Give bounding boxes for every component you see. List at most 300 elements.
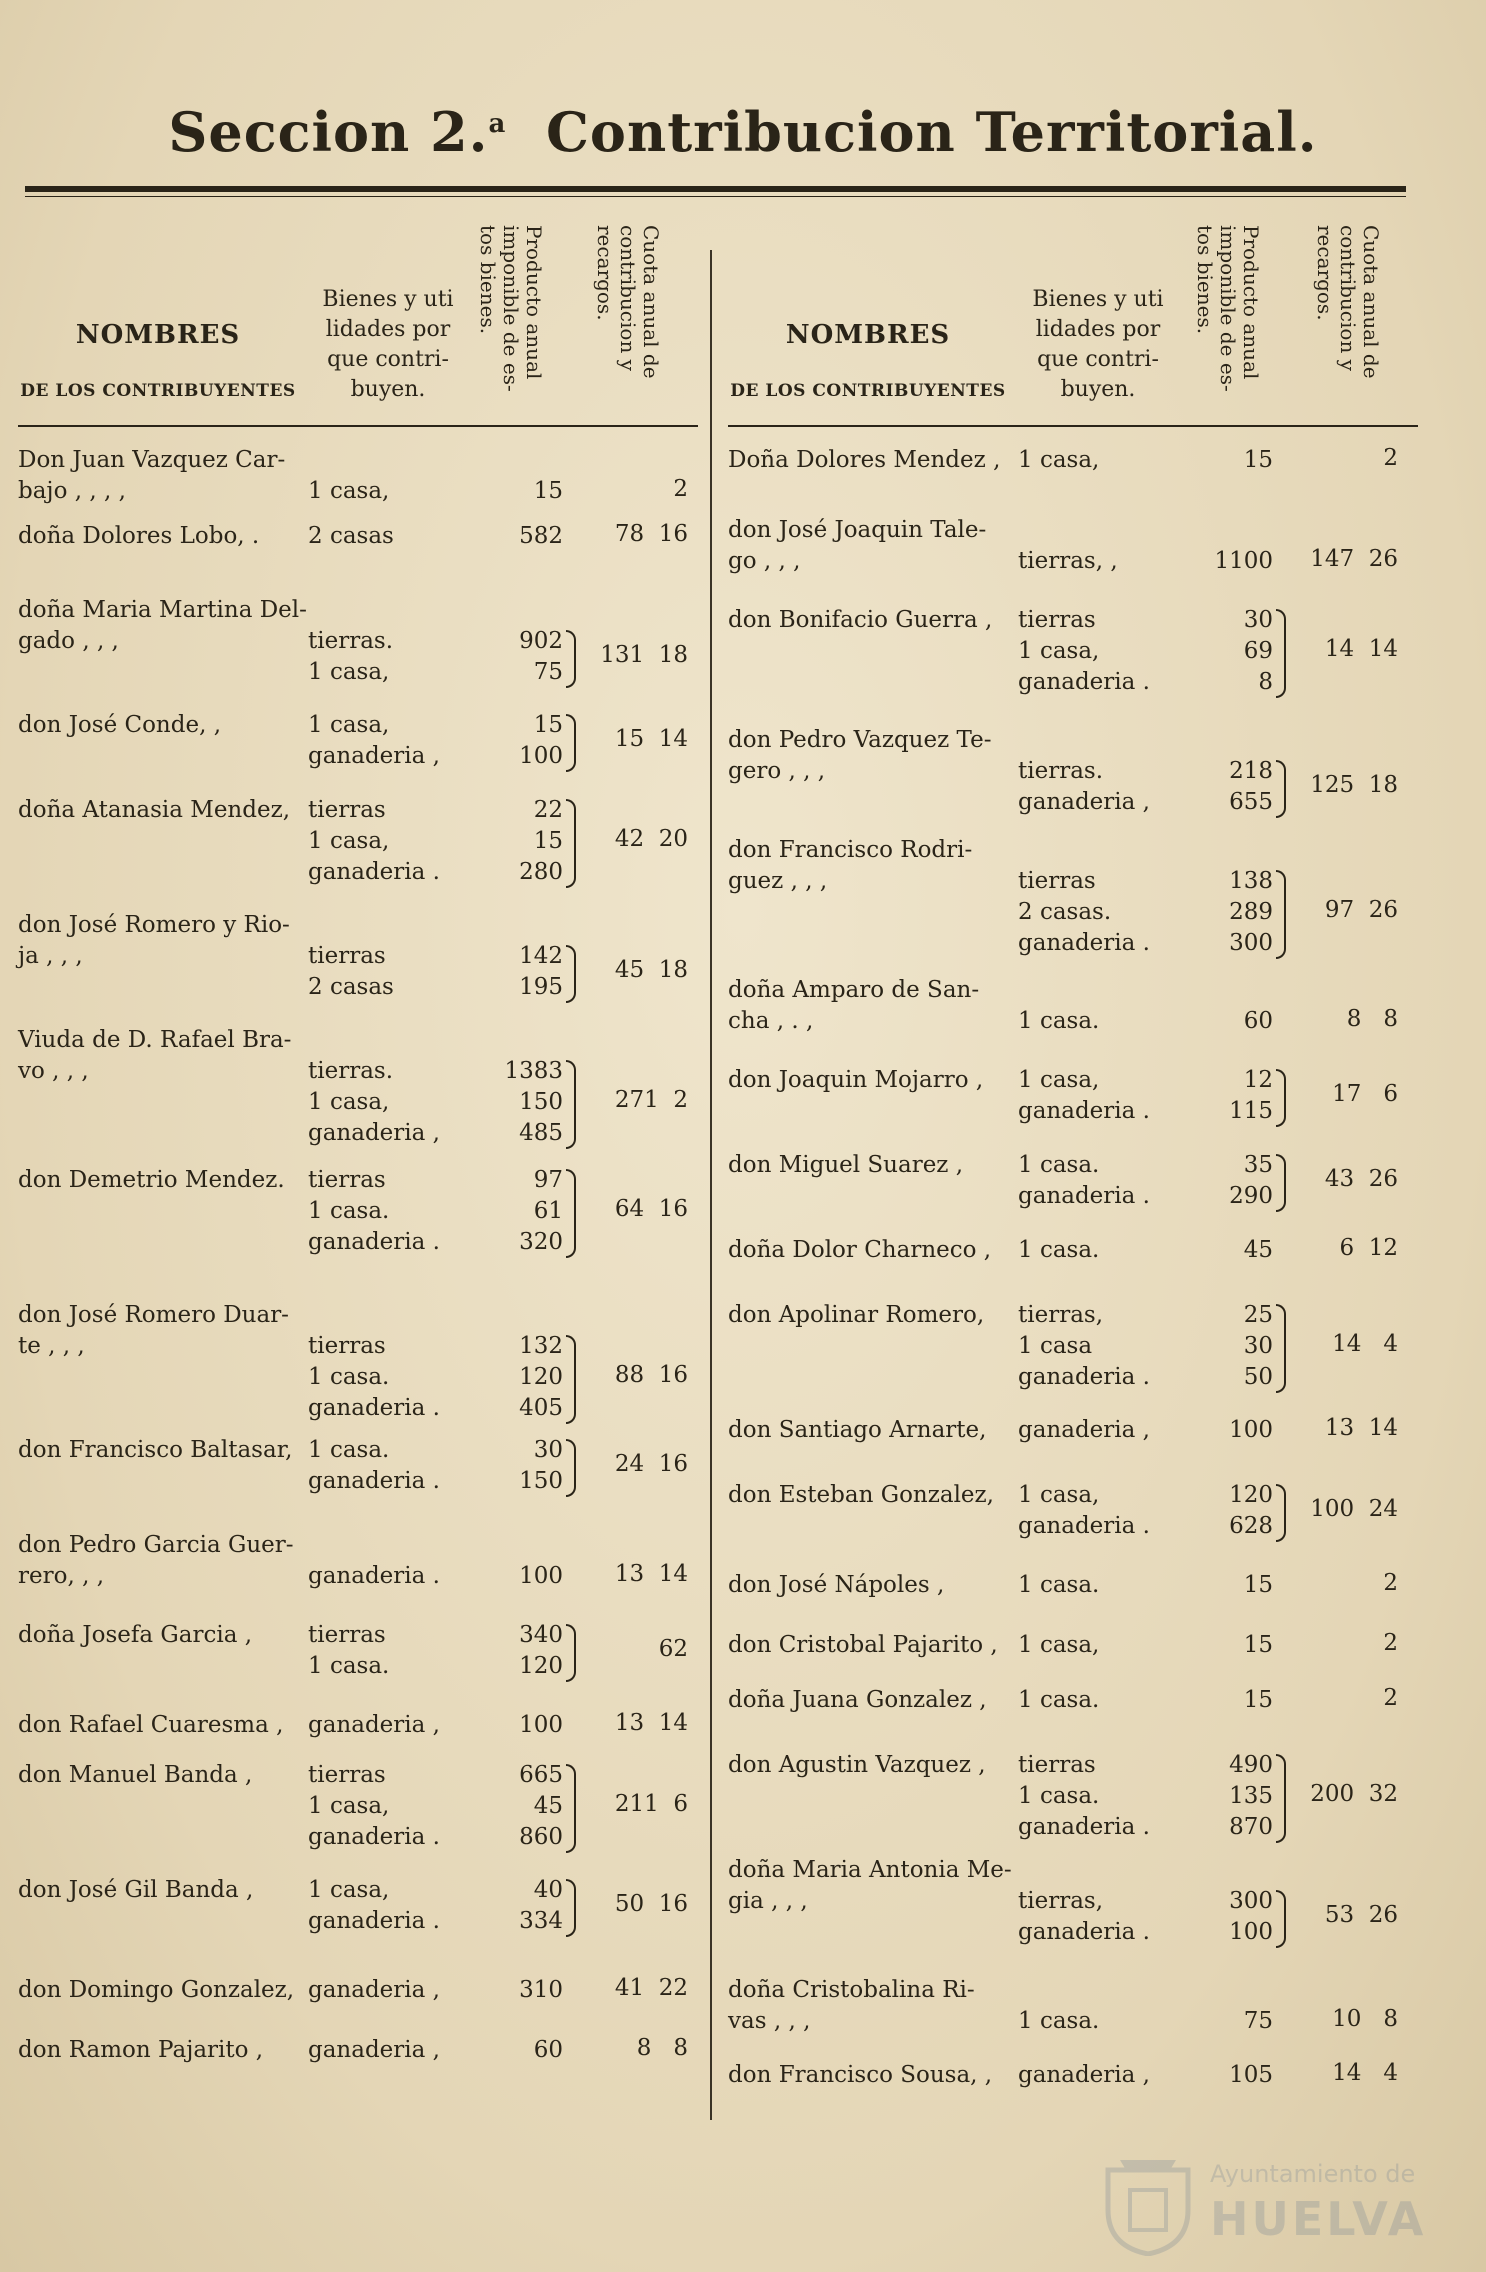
annual-product-line: 490 [1229,1752,1273,1778]
property-type [308,1710,448,1741]
contributor-name-line: don Joaquin Mojarro , [728,1067,984,1093]
annual-product-line: 30 [533,1437,563,1463]
annual-quota: 8 8 [1346,1006,1398,1032]
table-row [728,1685,1418,1716]
contributor-name [728,1415,1018,1446]
contributor-name-line: bajo , , , , [18,478,126,504]
annual-product-line: 15 [533,828,563,854]
contributor-name [18,1620,308,1651]
annual-product [1168,515,1273,577]
annual-product [1168,1685,1273,1716]
annual-product-line: 582 [519,523,563,549]
annual-product-line: 120 [519,1364,563,1390]
annual-product [458,1025,563,1149]
annual-product-line: 50 [1243,1364,1273,1390]
contributor-name [728,1750,1018,1781]
property-type-line: ganaderia . [308,859,440,885]
property-type [308,1165,448,1258]
annual-product-line [1168,725,1273,756]
property-type [1018,1150,1158,1212]
annual-product [458,1760,563,1853]
annual-product [1168,1150,1273,1212]
contributor-name-line: don Manuel Banda , [18,1762,253,1788]
annual-quota: 100 24 [1310,1495,1398,1522]
table-row [728,975,1418,1037]
annual-product-line: 320 [519,1229,563,1255]
property-type [308,445,448,507]
property-type-line: 1 casa, [1018,1482,1100,1508]
property-type [1018,1065,1158,1127]
table-row [728,725,1418,818]
annual-product-line: 142 [519,943,563,969]
annual-product-line: 870 [1229,1814,1273,1840]
contributor-name [728,2060,1018,2091]
property-type [308,795,448,888]
contributor-name-line: don Bonifacio Guerra , [728,607,993,633]
contributor-name-line: don Pedro Garcia Guer- [18,1532,294,1558]
annual-product [1168,1570,1273,1601]
grouping-brace [1276,1890,1286,1948]
property-type-line: 1 casa. [308,1364,390,1390]
grouping-brace [566,1879,576,1937]
property-type-line [1018,835,1158,866]
annual-product-line: 45 [533,1793,563,1819]
watermark-top-text: Ayuntamiento de [1210,2160,1416,2188]
table-row [728,1975,1418,2037]
property-type-line [1018,725,1158,756]
annual-product-line: 100 [519,1712,563,1738]
table-row [728,1630,1418,1661]
property-type-line: ganaderia , [308,1977,440,2003]
annual-product [1168,605,1273,698]
table-row [18,595,698,688]
property-type-line: ganaderia . [1018,1513,1150,1539]
contributor-name-line: doña Dolor Charneco , [728,1237,992,1263]
annual-quota: 6 12 [1339,1235,1398,1261]
property-type-line: tierras [1018,1752,1096,1778]
annual-product-line [1168,835,1273,866]
annual-product-line: 15 [533,712,563,738]
annual-product-line: 61 [533,1198,563,1224]
property-type-line: tierras [308,943,386,969]
annual-quota: 45 18 [614,956,688,983]
contributor-name-line: don Ramon Pajarito , [18,2037,264,2063]
header-nombres-sub: DE LOS CONTRIBUYENTES [730,381,1006,401]
property-type-line: tierras [308,1333,386,1359]
property-type [1018,515,1158,577]
property-type-line: tierras [308,1762,386,1788]
contributor-name-line: gia , , , [728,1888,808,1914]
annual-quota: 43 26 [1324,1165,1398,1192]
property-type-line: 1 casa, [308,828,390,854]
table-row [18,445,698,507]
annual-product [458,1875,563,1937]
annual-product-line: 628 [1229,1513,1273,1539]
contributor-name [18,795,308,826]
header-producto: Producto anual imponible de es- tos bienes. [1193,225,1263,392]
annual-quota: 14 14 [1324,636,1398,662]
annual-product [1168,725,1273,818]
property-type [1018,605,1158,698]
annual-product-line: 665 [519,1762,563,1788]
grouping-brace [566,1624,576,1682]
annual-product-line: 75 [1243,2008,1273,2034]
property-type-line: 1 casa [1018,1333,1093,1359]
contributor-name-line: doña Maria Martina Del- [18,597,307,623]
annual-product [1168,1855,1273,1948]
annual-product-line: 97 [533,1167,563,1193]
table-row [18,521,698,552]
annual-product-line: 45 [1243,1237,1273,1263]
table-row [728,1065,1418,1127]
contributor-name-line: don Francisco Rodri- [728,837,973,863]
annual-product-line: 405 [519,1395,563,1421]
contributor-name-line: don José Joaquin Tale- [728,517,987,543]
property-type [1018,975,1158,1037]
contributor-name-line: don Francisco Sousa, , [728,2062,993,2088]
table-row [728,1750,1418,1843]
annual-product [1168,975,1273,1037]
property-type-line: 1 casa, [1018,638,1100,664]
property-type [308,521,448,552]
property-type-line: ganaderia . [308,1824,440,1850]
table-row [728,835,1418,959]
property-type [308,2035,448,2066]
annual-product-line: 1383 [504,1058,563,1084]
table-row [728,1855,1418,1948]
grouping-brace [566,1169,576,1258]
annual-product-line: 100 [519,1563,563,1589]
property-type [308,1760,448,1853]
property-type-line: tierras, , [1018,548,1118,574]
contributor-name [18,1300,308,1362]
contributor-name-line: don Pedro Vazquez Te- [728,727,992,753]
left-column [18,205,698,2063]
contributor-name-line: don Domingo Gonzalez, [18,1977,295,2003]
contributor-name-line: doña Atanasia Mendez, [18,797,291,823]
property-type-line [1018,975,1158,1006]
annual-product-line: 218 [1229,758,1273,784]
contributor-name-line: don José Conde, , [18,712,222,738]
left-table-header [18,205,698,430]
table-row [18,1620,698,1682]
property-type-line: 1 casa. [1018,2008,1100,2034]
property-type-line: ganaderia . [1018,1919,1150,1945]
annual-product [458,910,563,1003]
property-type-line: tierras [308,1167,386,1193]
property-type-line: ganaderia . [1018,1814,1150,1840]
annual-product-line: 289 [1229,899,1273,925]
property-type-line: 1 casa. [1018,1152,1100,1178]
table-row [728,1570,1418,1601]
property-type-line [1018,515,1158,546]
property-type [308,1620,448,1682]
annual-product-line: 132 [519,1333,563,1359]
annual-product [458,1975,563,2006]
contributor-name [18,1875,308,1906]
property-type-line: ganaderia , [1018,1417,1150,1443]
table-row [728,605,1418,698]
property-type-line: ganaderia , [1018,789,1150,815]
annual-quota: 10 8 [1332,2006,1398,2032]
contributor-name-line: don Rafael Cuaresma , [18,1712,284,1738]
contributor-name [18,2035,308,2066]
annual-product [1168,1415,1273,1446]
annual-quota: 24 16 [614,1450,688,1477]
contributor-name [18,1975,308,2006]
contributor-name [18,1435,308,1466]
property-type-line: 1 casa. [308,1437,390,1463]
property-type-line: 1 casa, [308,1793,390,1819]
grouping-brace [566,630,576,688]
grouping-brace [1276,609,1286,698]
ayuntamiento-huelva-watermark [1100,2150,1427,2260]
contributor-name [728,515,1018,577]
property-type-line: 1 casa, [308,712,390,738]
property-type [1018,1415,1158,1446]
contributor-name-line: ja , , , [18,943,83,969]
annual-product-line: 135 [1229,1783,1273,1809]
contributor-name-line: don José Gil Banda , [18,1877,254,1903]
contributor-name-line: don Esteban Gonzalez, [728,1482,994,1508]
table-row [728,2060,1418,2091]
property-type-line: 1 casa, [308,659,390,685]
annual-product-line [1168,1975,1273,2006]
property-type [1018,1685,1158,1716]
annual-product-line: 69 [1243,638,1273,664]
property-type-line: 1 casa, [308,1089,390,1115]
header-nombres-sub: DE LOS CONTRIBUYENTES [20,381,296,401]
property-type-line: tierras. [308,628,394,654]
property-type-line [308,1025,448,1056]
annual-product [458,445,563,507]
contributor-name-line: te , , , [18,1333,85,1359]
annual-product-line: 860 [519,1824,563,1850]
annual-product-line: 150 [519,1089,563,1115]
contributor-name-line: don José Romero y Rio- [18,912,290,938]
annual-product-line [458,910,563,941]
property-type [1018,2060,1158,2091]
contributor-name [18,1710,308,1741]
property-type-line: ganaderia , [308,743,440,769]
city-seal-icon [1100,2150,1196,2256]
contributor-name-line: gero , , , [728,758,826,784]
annual-product [458,595,563,688]
property-type-line [308,910,448,941]
header-nombres: NOMBRES [785,320,951,350]
property-type [308,1530,448,1592]
annual-product-line: 300 [1229,1888,1273,1914]
property-type-line: tierras [308,1622,386,1648]
contributor-name [18,445,308,507]
table-row [18,1435,698,1497]
annual-product-line: 120 [1229,1482,1273,1508]
property-type [1018,1480,1158,1542]
annual-quota: 13 14 [614,1710,688,1736]
property-type-line: tierras, [1018,1888,1104,1914]
page-title: Seccion 2.$^a$ Contribucion Territorial. [168,100,1318,164]
annual-product-line: 12 [1243,1067,1273,1093]
property-type-line: tierras, [1018,1302,1104,1328]
contributor-name [728,1235,1018,1266]
contributor-name-line: Don Juan Vazquez Car- [18,447,286,473]
annual-product [458,795,563,888]
annual-quota: 131 18 [600,641,688,668]
annual-product-line: 35 [1243,1152,1273,1178]
annual-product-line [1168,515,1273,546]
title-rule [25,186,1406,192]
contributor-name [18,1025,308,1087]
annual-product [458,521,563,552]
property-type-line: ganaderia . [308,1229,440,1255]
property-type-line: 2 casas [308,523,394,549]
grouping-brace [1276,760,1286,818]
annual-product-line [1168,975,1273,1006]
annual-product-line: 30 [1243,1333,1273,1359]
property-type-line [1018,1855,1158,1886]
property-type [308,1875,448,1937]
annual-product-line: 310 [519,1977,563,2003]
contributor-name-line: doña Josefa Garcia , [18,1622,253,1648]
annual-product-line: 8 [1258,669,1273,695]
annual-product-line: 138 [1229,868,1273,894]
table-row [18,1165,698,1258]
contributor-name-line: vas , , , [728,2008,811,2034]
contributor-name [18,1760,308,1791]
annual-product-line: 100 [1229,1417,1273,1443]
table-row [728,1235,1418,1266]
annual-quota: 62 [658,1635,688,1662]
annual-product [1168,1300,1273,1393]
annual-quota: 17 6 [1332,1080,1398,1107]
property-type-line: 1 casa, [1018,1067,1100,1093]
annual-quota: 13 14 [614,1561,688,1587]
contributor-name [18,1530,308,1592]
contributor-name [728,1570,1018,1601]
property-type-line: 1 casa. [308,1198,390,1224]
header-cuota: Cuota anual de contribucion y recargos. [593,225,663,379]
watermark-main-text: HUELVA [1210,2192,1427,2246]
annual-quota: 97 26 [1324,897,1398,923]
annual-product-line: 15 [1243,1687,1273,1713]
grouping-brace [566,1335,576,1424]
annual-product-line: 1100 [1214,548,1273,574]
contributor-name-line: guez , , , [728,868,828,894]
annual-product-line: 902 [519,628,563,654]
annual-product-line: 15 [533,478,563,504]
annual-quota: 64 16 [614,1196,688,1222]
contributor-name [18,1165,308,1196]
contributor-name [728,1685,1018,1716]
annual-product-line: 195 [519,974,563,1000]
annual-product-line: 290 [1229,1183,1273,1209]
annual-product-line: 334 [519,1908,563,1934]
table-row [728,1480,1418,1542]
grouping-brace [566,1439,576,1497]
annual-product-line: 100 [519,743,563,769]
table-row [728,515,1418,577]
contributor-name-line: cha , . , [728,1008,814,1034]
property-type [1018,725,1158,818]
property-type [308,1300,448,1424]
property-type-line: tierras [1018,868,1096,894]
contributor-name [728,1480,1018,1511]
header-nombres: NOMBRES [75,320,241,350]
contributor-name [728,975,1018,1037]
property-type [308,910,448,1003]
annual-product-line: 30 [1243,607,1273,633]
annual-product [458,1435,563,1497]
annual-quota: 41 22 [614,1975,688,2001]
annual-quota: 2 [1383,1685,1398,1711]
property-type-line: ganaderia , [308,1712,440,1738]
property-type [1018,1855,1158,1948]
right-table-header [728,205,1418,430]
contributor-name-line: don Agustin Vazquez , [728,1752,986,1778]
contributor-name [18,910,308,972]
annual-product-line: 105 [1229,2062,1273,2088]
annual-quota: 50 16 [614,1890,688,1917]
annual-product-line: 22 [533,797,563,823]
contributor-name-line: don José Romero Duar- [18,1302,289,1328]
table-row [18,1975,698,2006]
property-type-line: 1 casa. [1018,1783,1100,1809]
annual-quota: 271 2 [614,1087,688,1113]
annual-quota: 13 14 [1324,1415,1398,1441]
header-producto: Producto anual imponible de es- tos bienes. [476,225,546,392]
annual-quota: 2 [1383,445,1398,471]
property-type-line: ganaderia . [1018,1098,1150,1124]
header-cuota: Cuota anual de contribucion y recargos. [1313,225,1383,379]
property-type-line: 1 casa. [308,1653,390,1679]
contributor-name-line: doña Juana Gonzalez , [728,1687,987,1713]
property-type-line: tierras [1018,607,1096,633]
property-type [1018,1975,1158,2037]
contributor-name-line: doña Maria Antonia Me- [728,1857,1012,1883]
property-type-line: 1 casa. [1018,1237,1100,1263]
annual-product-line: 15 [1243,1632,1273,1658]
annual-quota: 88 16 [614,1362,688,1388]
property-type-line: tierras [308,797,386,823]
annual-product [458,1165,563,1258]
contributor-name [18,595,308,657]
property-type-line: ganaderia . [1018,1364,1150,1390]
property-type-line: 1 casa, [308,478,390,504]
annual-product [458,1530,563,1592]
annual-product [1168,2060,1273,2091]
annual-product-line: 300 [1229,930,1273,956]
annual-product [1168,835,1273,959]
property-type-line: ganaderia . [308,1563,440,1589]
table-row [18,1530,698,1592]
annual-product [1168,445,1273,476]
annual-product-line [458,1025,563,1056]
property-type [1018,1570,1158,1601]
annual-quota: 53 26 [1324,1901,1398,1928]
contributor-name-line: don Francisco Baltasar, [18,1437,293,1463]
contributor-name [728,445,1018,476]
table-row [728,445,1418,476]
property-type-line: 1 casa. [1018,1008,1100,1034]
table-row [18,1300,698,1424]
annual-quota: 78 16 [614,521,688,547]
grouping-brace [1276,1484,1286,1542]
property-type-line: tierras. [308,1058,394,1084]
property-type-line: ganaderia . [1018,930,1150,956]
contributor-name-line: don José Nápoles , [728,1572,945,1598]
annual-product-line: 150 [519,1468,563,1494]
property-type-line [308,1530,448,1561]
